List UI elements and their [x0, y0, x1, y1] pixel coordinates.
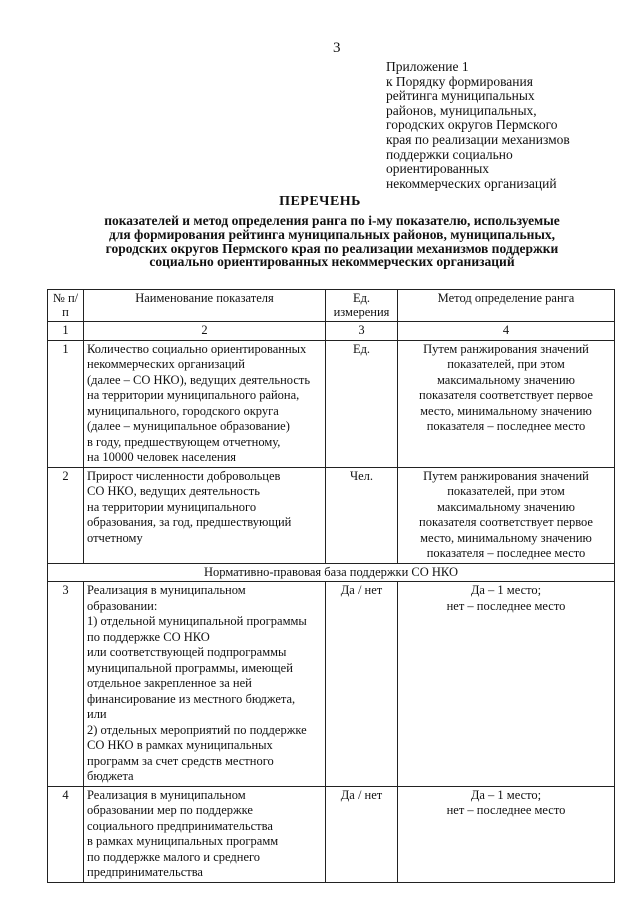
row-num: 1 [48, 340, 84, 467]
row-num: 2 [48, 467, 84, 563]
table-row [48, 582, 615, 787]
row-name: Реализация в муниципальном образовании: 1) отдельной муниципальной программы по поддержке СО НКО или соответствующей подпрограммы муниципальной программы, имеющей отдельное закрепленное за ней финансирование из местного бюджета, или 2) отдельных мероприятий по поддержке СО НКО в рамках муниципальных программ за счет средств местного бюджета [84, 582, 326, 787]
table-row [48, 340, 615, 467]
appendix-line: районов, муниципальных, [386, 102, 537, 118]
row-name: Количество социально ориентированных некоммерческих организаций (далее – СО НКО), ведущих деятельность на территории муниципального района, муниципального, городского округа (далее – муниципальное образование) в году, предшествующем отчетному, на 10000 человек населения [84, 340, 326, 467]
table-header-row [48, 290, 615, 322]
appendix-line: ориентированных [386, 161, 490, 177]
row-unit: Чел. [326, 467, 398, 563]
document-title: ПЕРЕЧЕНЬ [279, 194, 361, 209]
column-number: 3 [326, 322, 398, 341]
row-name: Реализация в муниципальном образовании мер по поддержке социального предпринимательства в рамках муниципальных программ по поддержке малого и среднего предпринимательства [84, 786, 326, 882]
subtitle-line: социально ориентированных некоммерческих организаций [149, 254, 515, 270]
appendix-line: некоммерческих организаций [386, 175, 557, 191]
row-num: 3 [48, 582, 84, 787]
subtitle-line: для формирования рейтинга муниципальных районов, муниципальных, [108, 226, 556, 242]
row-method: Да – 1 место; нет – последнее место [398, 786, 615, 882]
column-numbers-row [48, 322, 615, 341]
column-number: 1 [48, 322, 84, 341]
column-number: 4 [398, 322, 615, 341]
page-number: 3 [333, 40, 341, 56]
appendix-line: края по реализации механизмов [386, 131, 570, 147]
section-row [48, 563, 615, 582]
column-number: 2 [84, 322, 326, 341]
row-unit: Да / нет [326, 786, 398, 882]
table-row [48, 786, 615, 882]
header-unit: Ед. измерения [326, 290, 398, 322]
section-title: Нормативно-правовая база поддержки СО НКО [48, 563, 615, 582]
row-method: Путем ранжирования значений показателей, при этом максимальному значению показателя соответствует первое место, минимальному значению показателя – последнее место [398, 467, 615, 563]
row-name: Прирост численности добровольцев СО НКО, ведущих деятельность на территории муниципального образования, за год, предшествующий отчетному [84, 467, 326, 563]
indicators-table [47, 289, 615, 883]
appendix-line: городских округов Пермского [386, 117, 558, 133]
subtitle-line: городских округов Пермского края по реализации механизмов поддержки [105, 240, 559, 256]
row-method: Да – 1 место; нет – последнее место [398, 582, 615, 787]
document-subtitle [52, 214, 612, 269]
appendix-line: Приложение 1 [386, 59, 469, 74]
header-name: Наименование показателя [84, 290, 326, 322]
row-unit: Ед. [326, 340, 398, 467]
row-unit: Да / нет [326, 582, 398, 787]
subtitle-line: показателей и метод определения ранга по i-му показателю, используемые [104, 213, 560, 228]
appendix-line: поддержки социально [386, 146, 513, 162]
row-num: 4 [48, 786, 84, 882]
appendix-note [386, 60, 626, 191]
header-num: № п/п [48, 290, 84, 322]
table-row [48, 467, 615, 563]
row-method: Путем ранжирования значений показателей, при этом максимальному значению показателя соответствует первое место, минимальному значению показателя – последнее место [398, 340, 615, 467]
appendix-line: рейтинга муниципальных [386, 88, 535, 104]
header-method: Метод определение ранга [398, 290, 615, 322]
appendix-line: к Порядку формирования [386, 73, 533, 89]
